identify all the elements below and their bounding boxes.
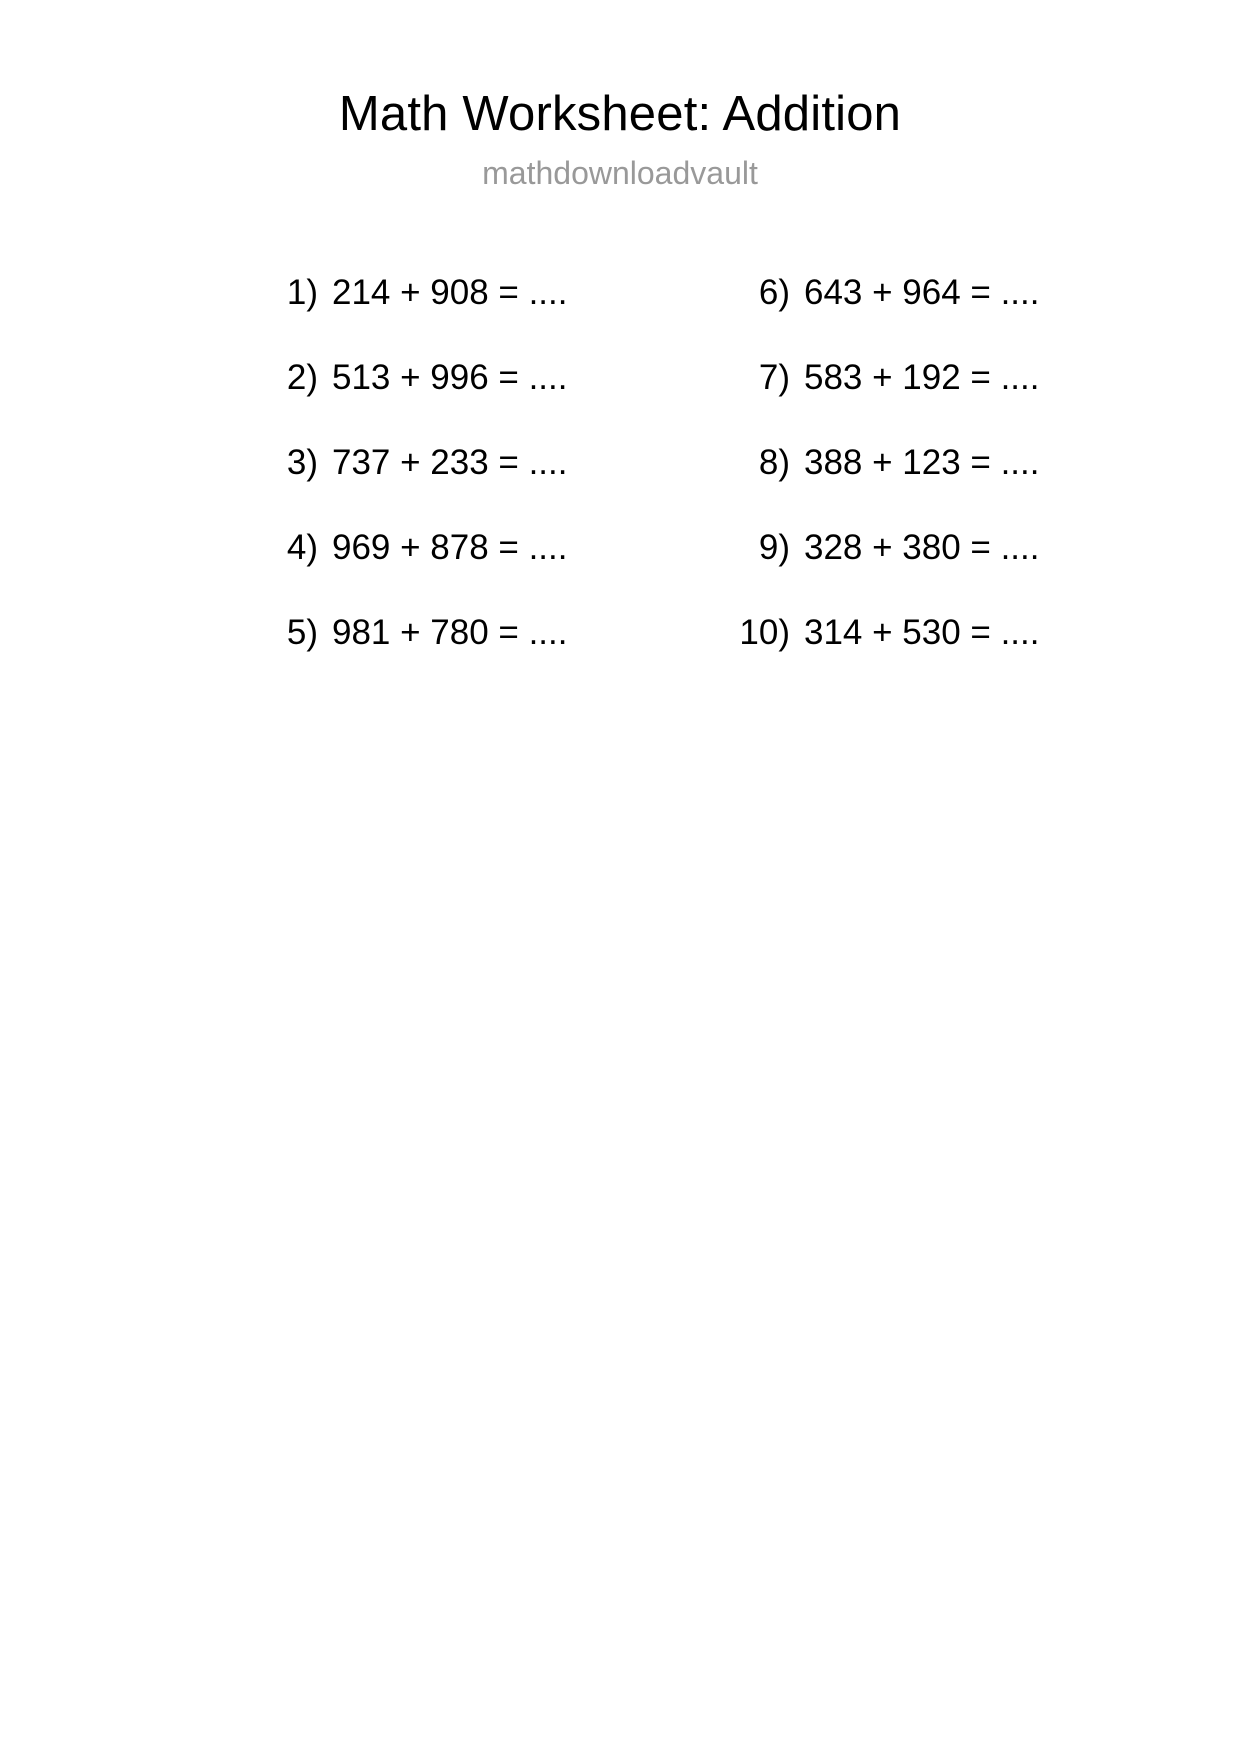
problem-expression: 314 + 530 = .... bbox=[804, 613, 1040, 653]
problem-number: 8) bbox=[758, 443, 790, 483]
problem-item bbox=[260, 615, 570, 700]
problem-number: 1) bbox=[286, 273, 318, 313]
problem-number: 7) bbox=[758, 358, 790, 398]
page-subtitle: mathdownloadvault bbox=[482, 154, 758, 191]
problem-item bbox=[260, 275, 570, 360]
problem-expression: 643 + 964 = .... bbox=[804, 273, 1040, 313]
problem-expression: 214 + 908 = .... bbox=[332, 273, 568, 313]
problem-item bbox=[260, 445, 570, 530]
problem-expression: 969 + 878 = .... bbox=[332, 528, 568, 568]
problem-number: 2) bbox=[286, 358, 318, 398]
problem-expression: 737 + 233 = .... bbox=[332, 443, 568, 483]
problem-column-left bbox=[260, 275, 570, 700]
problem-number: 5) bbox=[286, 613, 318, 653]
problem-expression: 388 + 123 = .... bbox=[804, 443, 1040, 483]
problem-number: 9) bbox=[758, 528, 790, 568]
problem-number: 6) bbox=[758, 273, 790, 313]
problem-item bbox=[710, 360, 1040, 445]
problem-number: 4) bbox=[286, 528, 318, 568]
problem-expression: 981 + 780 = .... bbox=[332, 613, 568, 653]
page-title: Math Worksheet: Addition bbox=[338, 87, 902, 141]
problem-list bbox=[0, 275, 1240, 700]
problem-column-right bbox=[710, 275, 1040, 700]
problem-item bbox=[710, 615, 1040, 700]
problem-expression: 328 + 380 = .... bbox=[804, 528, 1040, 568]
problem-number: 3) bbox=[286, 443, 318, 483]
problem-expression: 513 + 996 = .... bbox=[332, 358, 568, 398]
problem-item bbox=[710, 275, 1040, 360]
problem-item bbox=[710, 445, 1040, 530]
problem-expression: 583 + 192 = .... bbox=[804, 358, 1040, 398]
problem-item bbox=[710, 530, 1040, 615]
problem-number: 10) bbox=[739, 613, 790, 653]
problem-item bbox=[260, 530, 570, 615]
problem-item bbox=[260, 360, 570, 445]
